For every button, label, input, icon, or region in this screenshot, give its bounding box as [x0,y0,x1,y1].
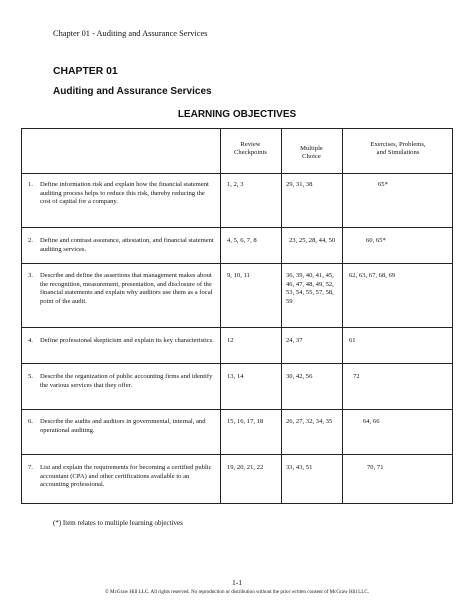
copyright-notice: © McGraw Hill LLC. All rights reserved. No reproduction or distribution without the prior written consent of McGraw Hill LLC. [104,589,370,595]
multiple-choice-cell: 33, 43, 51 [286,464,313,471]
column-divider [342,129,343,503]
exercises-cell: 70, 71 [367,464,384,471]
multiple-choice-cell: 29, 31, 38 [286,181,313,188]
header-exercises-problems [342,141,454,157]
review-checkpoints-cell: 12 [227,337,234,344]
column-divider [220,129,221,503]
header-divider [22,173,452,174]
header-multiple-choice [281,145,342,161]
objective-number: 3. [28,272,33,279]
review-checkpoints-cell: 1, 2, 3 [227,181,244,188]
exercises-cell: 60, 65* [366,237,386,244]
exercises-cell: 61 [349,337,356,344]
column-divider [281,129,282,503]
review-checkpoints-cell: 4, 5, 6, 7, 8 [227,237,257,244]
header-review-checkpoints [220,141,281,157]
row-divider [22,363,452,364]
header-review-line1: Review [240,141,261,148]
review-checkpoints-cell: 13, 14 [227,373,244,380]
footnote: (*) Item relates to multiple learning objectives [53,519,183,527]
objective-number: 5. [28,373,33,380]
header-review-line2: Checkpoints [234,149,267,157]
exercises-cell: 65* [378,181,388,188]
page-number: 1-1 [231,578,243,587]
objective-number: 7. [28,464,33,471]
multiple-choice-cell: 26, 27, 32, 34, 35 [286,418,333,425]
chapter-number: CHAPTER 01 [53,66,118,77]
objective-text: Define professional skepticism and explain its key characteristics. [40,337,214,344]
row-divider [22,327,452,328]
objective-text: Describe the audits and auditors in governmental, internal, and operational auditing. [40,418,206,434]
row-divider [22,454,452,455]
objective-number: 1. [28,181,33,188]
header-exercises-line1: Exercises, Problems, [370,141,426,148]
multiple-choice-cell: 30, 42, 56 [286,373,313,380]
running-head: Chapter 01 - Auditing and Assurance Services [53,29,208,38]
row-divider [22,263,452,264]
exercises-cell: 62, 63, 67, 68, 69 [349,272,396,279]
row-divider [22,409,452,410]
objective-number: 6. [28,418,33,425]
review-checkpoints-cell: 15, 16, 17, 18 [227,418,264,425]
header-exercises-line2: and Simulations [376,149,420,157]
objective-text: Define and contrast assurance, attestation, and financial statement auditing services. [40,237,214,253]
chapter-title: Auditing and Assurance Services [53,86,212,97]
objective-text: Define information risk and explain how the financial statement auditing process helps to reduce this risk, thereby reducing the cost of capital for a company. [40,181,209,206]
review-checkpoints-cell: 9, 10, 11 [227,272,250,279]
learning-objectives-table [21,128,453,504]
objective-number: 4. [28,337,33,344]
objective-text: List and explain the requirements for becoming a certified public accountant (CPA) and other certifications available to an accounting professional. [40,464,212,489]
exercises-cell: 72 [353,373,360,380]
exercises-cell: 64, 66 [363,418,380,425]
multiple-choice-cell: 23, 25, 28, 44, 50 [289,237,336,244]
objective-text: Describe and define the assertions that management makes about the recognition, measurement, presentation, and disclosure of the financial statements and explain why auditors use them as a focal point of the audit. [40,272,213,305]
multiple-choice-cell: 24, 37 [286,337,303,344]
row-divider [22,227,452,228]
objective-number: 2. [28,237,33,244]
section-heading: LEARNING OBJECTIVES [177,109,297,120]
objective-text: Describe the organization of public accounting firms and identify the various services that they offer. [40,373,213,389]
header-multiple-line1: Multiple [300,145,323,152]
review-checkpoints-cell: 19, 20, 21, 22 [227,464,264,471]
header-multiple-line2: Choice [302,153,321,161]
multiple-choice-cell: 36, 39, 40, 41, 45, 46, 47, 48, 49, 52, 53, 54, 55, 57, 58, 59 [286,272,334,305]
